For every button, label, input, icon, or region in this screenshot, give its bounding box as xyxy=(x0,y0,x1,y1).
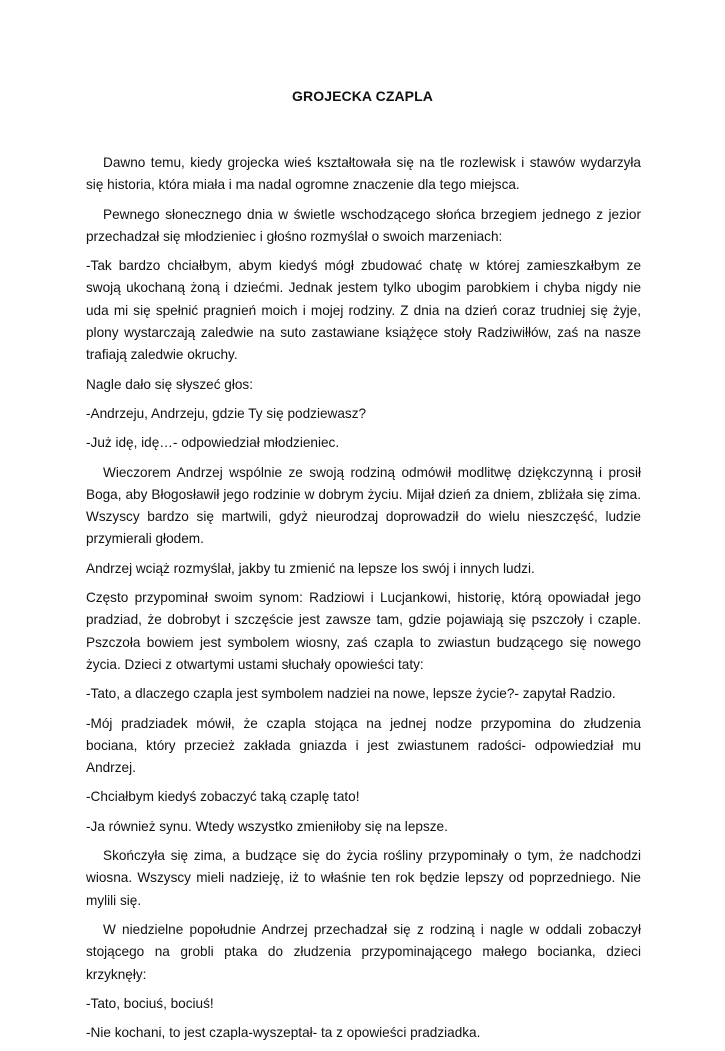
paragraph-8: Andrzej wciąż rozmyślał, jakby tu zmienić na lepsze los swój i innych ludzi. xyxy=(86,560,535,576)
paragraph-9: Często przypominał swoim synom: Radziowi i Lucjankowi, historię, którą opowiadał jego pradziad, że dobrobyt i szczęście jest zawsze tam, gdzie pojawiają się pszczoły i czaple. Pszczoła bowiem jest symbolem wiosny, zaś czapla to zwiastun budzącego się nowego życia. Dzieci z otwartymi ustami słuchały opowieści taty: xyxy=(86,590,641,672)
paragraph-17: -Nie kochani, to jest czapla-wyszeptał- ta z opowieści pradziadka. xyxy=(86,1025,481,1041)
paragraph-15: W niedzielne popołudnie Andrzej przechadzał się z rodziną i nagle w oddali zobaczył stojącego na grobli ptaka do złudzenia przypominającego małego bocianka, dzieci krzyknęły: xyxy=(86,921,641,982)
paragraph-2: Pewnego słonecznego dnia w świetle wschodzącego słońca brzegiem jednego z jezior przechadzał się młodzieniec i głośno rozmyślał o swoich marzeniach: xyxy=(86,206,641,244)
paragraph-10: -Tato, a dlaczego czapla jest symbolem nadziei na nowe, lepsze życie?- zapytał Radzio. xyxy=(86,686,616,702)
page-title: GROJECKA CZAPLA xyxy=(292,88,433,104)
paragraph-16: -Tato, bociuś, bociuś! xyxy=(86,995,214,1011)
paragraph-13: -Ja również synu. Wtedy wszystko zmieniłoby się na lepsze. xyxy=(86,818,448,834)
document-body xyxy=(86,152,641,1051)
paragraph-6: -Już idę, idę…- odpowiedział młodzieniec. xyxy=(86,435,340,451)
paragraph-11: -Mój pradziadek mówił, że czapla stojąca na jednej nodze przypomina do złudzenia bociana, który przecież zakłada gniazda i jest zwiastunem radości- odpowiedział mu Andrzej. xyxy=(86,715,641,776)
paragraph-1: Dawno temu, kiedy grojecka wieś kształtowała się na tle rozlewisk i stawów wydarzyła się historia, która miała i ma nadal ogromne znaczenie dla tego miejsca. xyxy=(86,155,641,193)
paragraph-12: -Chciałbym kiedyś zobaczyć taką czaplę tato! xyxy=(86,789,360,805)
paragraph-4: Nagle dało się słyszeć głos: xyxy=(86,376,253,392)
paragraph-7: Wieczorem Andrzej wspólnie ze swoją rodziną odmówił modlitwę dziękczynną i prosił Boga, aby Błogosławił jego rodzinie w dobrym życiu. Mijał dzień za dniem, zbliżała się zima. Wszyscy bardzo się martwili, gdyż nieurodzaj doprowadził do wielu nieszczęść, ludzie przymierali głodem. xyxy=(86,464,641,547)
paragraph-3: -Tak bardzo chciałbym, abym kiedyś mógł zbudować chatę w której zamieszkałbym ze swoją ukochaną żoną i dziećmi. Jednak jestem tylko ubogim parobkiem i chyba nigdy nie uda mi się spełnić pragnień moich i mojej rodziny. Z dnia na dzień coraz trudniej się żyje, plony wystarczają zaledwie na suto zastawiane książęce stoły Radziwiłłów, zaś na nasze trafiają zaledwie okruchy. xyxy=(86,258,641,363)
paragraph-5: -Andrzeju, Andrzeju, gdzie Ty się podziewasz? xyxy=(86,405,367,421)
paragraph-14: Skończyła się zima, a budzące się do życia rośliny przypominały o tym, że nadchodzi wiosna. Wszyscy mieli nadzieję, iż to właśnie ten rok będzie lepszy od poprzedniego. Nie mylili się. xyxy=(86,848,641,908)
